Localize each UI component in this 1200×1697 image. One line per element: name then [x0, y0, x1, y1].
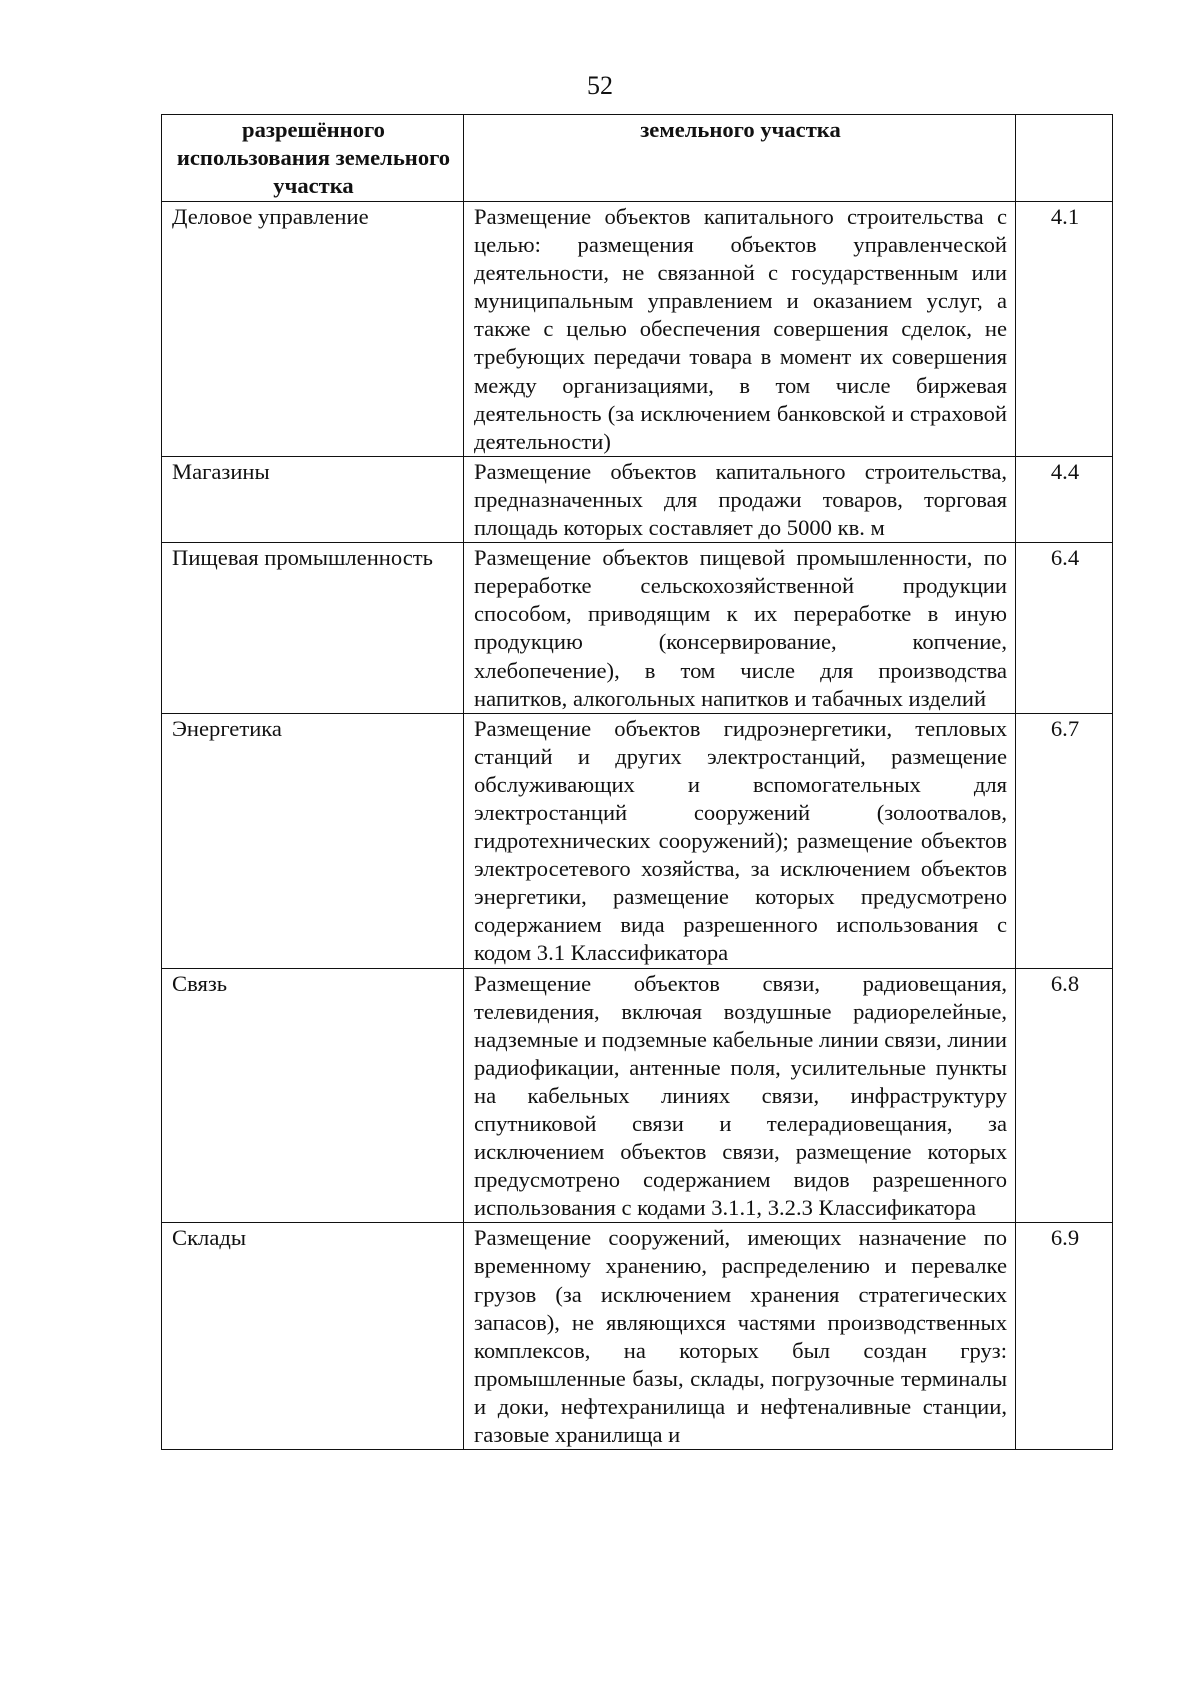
row-code-cell: 6.7 — [1016, 713, 1113, 968]
row-description-cell: Размещение объектов пищевой промышленности, по переработке сельскохозяйственной продукции способом, приводящим к их переработке в иную продукцию (консервирование, копчение, хлебопечение), в том числе для производства напитков, алкогольных напитков и табачных изделий — [464, 543, 1016, 714]
row-name-cell: Энергетика — [162, 713, 464, 968]
row-code-cell: 4.1 — [1016, 202, 1113, 457]
row-code-cell: 6.8 — [1016, 968, 1113, 1223]
row-description-cell: Размещение объектов капитального строительства, предназначенных для продажи товаров, торговая площадь которых составляет до 5000 кв. м — [464, 456, 1016, 542]
header-cell-code — [1016, 115, 1113, 202]
row-name-cell: Деловое управление — [162, 202, 464, 457]
page-number: 52 — [587, 71, 613, 100]
row-code-cell: 6.9 — [1016, 1223, 1113, 1450]
table-row — [162, 1223, 1113, 1450]
header-cell-permitted-use: разрешённого использования земельного участка — [162, 115, 464, 202]
row-name-cell: Магазины — [162, 456, 464, 542]
land-use-table — [161, 114, 1113, 1450]
table-row — [162, 968, 1113, 1223]
row-description-cell: Размещение объектов связи, радиовещания, телевидения, включая воздушные радиорелейные, надземные и подземные кабельные линии связи, линии радиофикации, антенные поля, усилительные пункты на кабельных линиях связи, инфраструктуру спутниковой связи и телерадиовещания, за исключением объектов связи, размещение которых предусмотрено содержанием видов разрешенного использования с кодами 3.1.1, 3.2.3 Классификатора — [464, 968, 1016, 1223]
row-code-cell: 6.4 — [1016, 543, 1113, 714]
row-description-cell: Размещение объектов гидроэнергетики, тепловых станций и других электростанций, размещение обслуживающих и вспомогательных для электростанций сооружений (золоотвалов, гидротехнических сооружений); размещение объектов электросетевого хозяйства, за исключением объектов энергетики, размещение которых предусмотрено содержанием вида разрешенного использования с кодом 3.1 Классификатора — [464, 713, 1016, 968]
row-name-cell: Связь — [162, 968, 464, 1223]
table-row — [162, 202, 1113, 457]
row-name-cell: Склады — [162, 1223, 464, 1450]
table-row — [162, 713, 1113, 968]
header-cell-description: земельного участка — [464, 115, 1016, 202]
row-description-cell: Размещение сооружений, имеющих назначение по временному хранению, распределению и перевалке грузов (за исключением хранения стратегических запасов), не являющихся частями производственных комплексов, на которых был создан груз: промышленные базы, склады, погрузочные терминалы и доки, нефтехранилища и нефтеналивные станции, газовые хранилища и — [464, 1223, 1016, 1450]
row-code-cell: 4.4 — [1016, 456, 1113, 542]
row-name-cell: Пищевая промышленность — [162, 543, 464, 714]
table-row — [162, 543, 1113, 714]
table-row — [162, 456, 1113, 542]
table-header-row — [162, 115, 1113, 202]
row-description-cell: Размещение объектов капитального строительства с целью: размещения объектов управленческой деятельности, не связанной с государственным или муниципальным управлением и оказанием услуг, а также с целью обеспечения совершения сделок, не требующих передачи товара в момент их совершения между организациями, в том числе биржевая деятельность (за исключением банковской и страховой деятельности) — [464, 202, 1016, 457]
